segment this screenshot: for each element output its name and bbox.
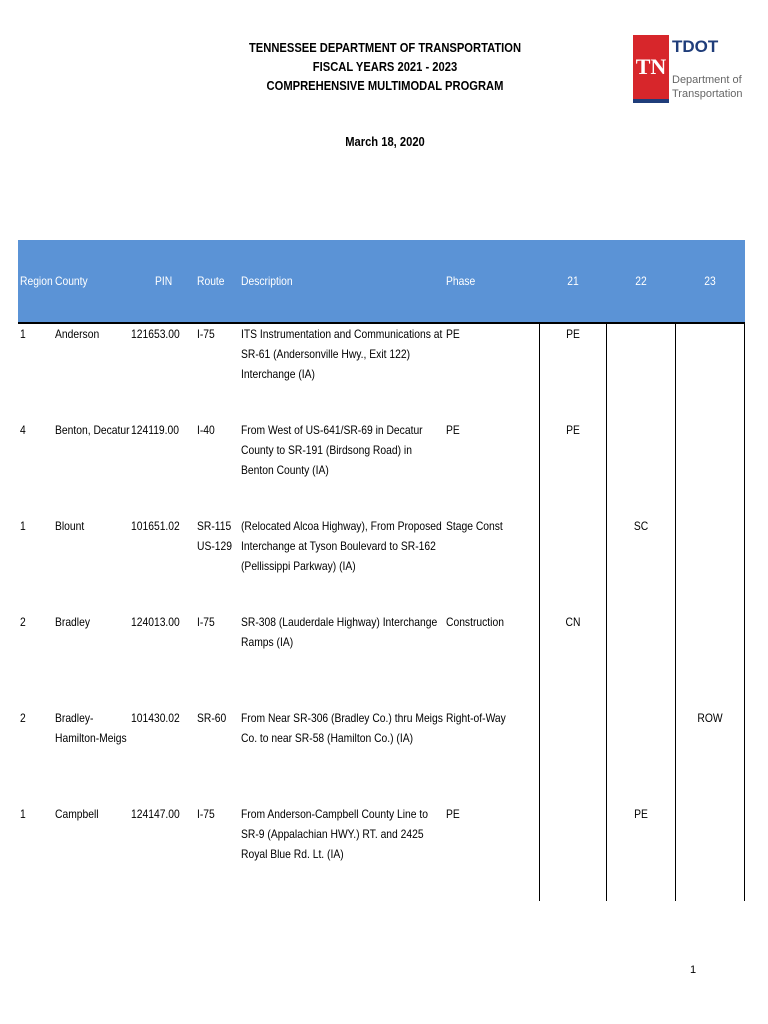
cell-region: 1 xyxy=(20,807,26,821)
cell-phase: PE xyxy=(446,807,460,821)
cell-description: (Relocated Alcoa Highway), From Proposed Interchange at Tyson Boulevard to SR-162 (Pellissippi Parkway) (IA) xyxy=(241,519,442,573)
cell-region: 2 xyxy=(20,615,26,629)
cell-pin: 124147.00 xyxy=(131,807,180,821)
cell-pin: 101651.02 xyxy=(131,519,180,533)
col-header-23: 23 xyxy=(704,274,716,288)
column-divider xyxy=(744,324,745,901)
cell-county: Anderson xyxy=(55,327,100,341)
cell-phase: Construction xyxy=(446,615,504,629)
title-line-3: COMPREHENSIVE MULTIMODAL PROGRAM xyxy=(266,78,504,93)
col-header-description: Description xyxy=(241,274,293,288)
cell-fy21: PE xyxy=(566,327,580,341)
cell-region: 2 xyxy=(20,711,26,725)
cell-fy21: PE xyxy=(566,423,580,437)
cell-pin: 101430.02 xyxy=(131,711,180,725)
cell-description: ITS Instrumentation and Communications at SR-61 (Andersonville Hwy., Exit 122) Interchange (IA) xyxy=(241,327,443,381)
cell-county: Bradley xyxy=(55,615,90,629)
cell-fy23: ROW xyxy=(697,711,723,725)
col-header-route: Route xyxy=(197,274,225,288)
col-header-pin: PIN xyxy=(155,274,173,288)
tdot-logo xyxy=(633,35,743,105)
document-title xyxy=(150,38,620,95)
cell-county: Campbell xyxy=(55,807,99,821)
cell-phase: PE xyxy=(446,327,460,341)
logo-subtitle-line-2: Transportation xyxy=(672,88,743,100)
cell-fy22: PE xyxy=(634,807,648,821)
cell-phase: PE xyxy=(446,423,460,437)
cell-route: SR-115 US-129 xyxy=(197,519,232,553)
cell-phase: Stage Const xyxy=(446,519,503,533)
col-header-phase: Phase xyxy=(446,274,476,288)
column-divider xyxy=(539,324,540,901)
col-header-21: 21 xyxy=(567,274,579,288)
col-header-22: 22 xyxy=(635,274,647,288)
cell-pin: 121653.00 xyxy=(131,327,180,341)
cell-county: Blount xyxy=(55,519,85,533)
page-number: 1 xyxy=(690,964,697,976)
cell-county: Benton, Decatur xyxy=(55,423,130,437)
logo-subtitle xyxy=(672,73,743,101)
cell-region: 1 xyxy=(20,327,26,341)
cell-phase: Right-of-Way xyxy=(446,711,506,725)
column-divider xyxy=(675,324,676,901)
cell-region: 4 xyxy=(20,423,26,437)
cell-county: Bradley-Hamilton-Meigs xyxy=(55,711,127,745)
cell-pin: 124119.00 xyxy=(131,423,180,437)
cell-description: From Near SR-306 (Bradley Co.) thru Meigs Co. to near SR-58 (Hamilton Co.) (IA) xyxy=(241,711,443,745)
cell-route: I-40 xyxy=(197,423,215,437)
cell-route: I-75 xyxy=(197,807,215,821)
logo-subtitle-line-1: Department of xyxy=(672,74,742,86)
document-date: March 18, 2020 xyxy=(345,134,425,149)
logo-name: TDOT xyxy=(672,37,719,56)
cell-route: I-75 xyxy=(197,327,215,341)
cell-description: SR-308 (Lauderdale Highway) Interchange Ramps (IA) xyxy=(241,615,438,649)
cell-fy21: CN xyxy=(565,615,581,629)
logo-underline xyxy=(633,99,669,103)
column-divider xyxy=(606,324,607,901)
cell-route: I-75 xyxy=(197,615,215,629)
cell-description: From Anderson-Campbell County Line to SR-9 (Appalachian HWY.) RT. and 2425 Royal Blue Rd. Lt. (IA) xyxy=(241,807,429,861)
col-header-county: County xyxy=(55,274,88,288)
cell-description: From West of US-641/SR-69 in Decatur County to SR-191 (Birdsong Road) in Benton County (IA) xyxy=(241,423,423,477)
cell-route: SR-60 xyxy=(197,711,227,725)
tn-logo-mark: TN xyxy=(633,35,669,99)
cell-pin: 124013.00 xyxy=(131,615,180,629)
title-line-2: FISCAL YEARS 2021 - 2023 xyxy=(312,59,458,74)
cell-fy22: SC xyxy=(633,519,649,533)
title-line-1: TENNESSEE DEPARTMENT OF TRANSPORTATION xyxy=(248,40,522,55)
col-header-region: Region xyxy=(20,274,53,288)
cell-region: 1 xyxy=(20,519,26,533)
